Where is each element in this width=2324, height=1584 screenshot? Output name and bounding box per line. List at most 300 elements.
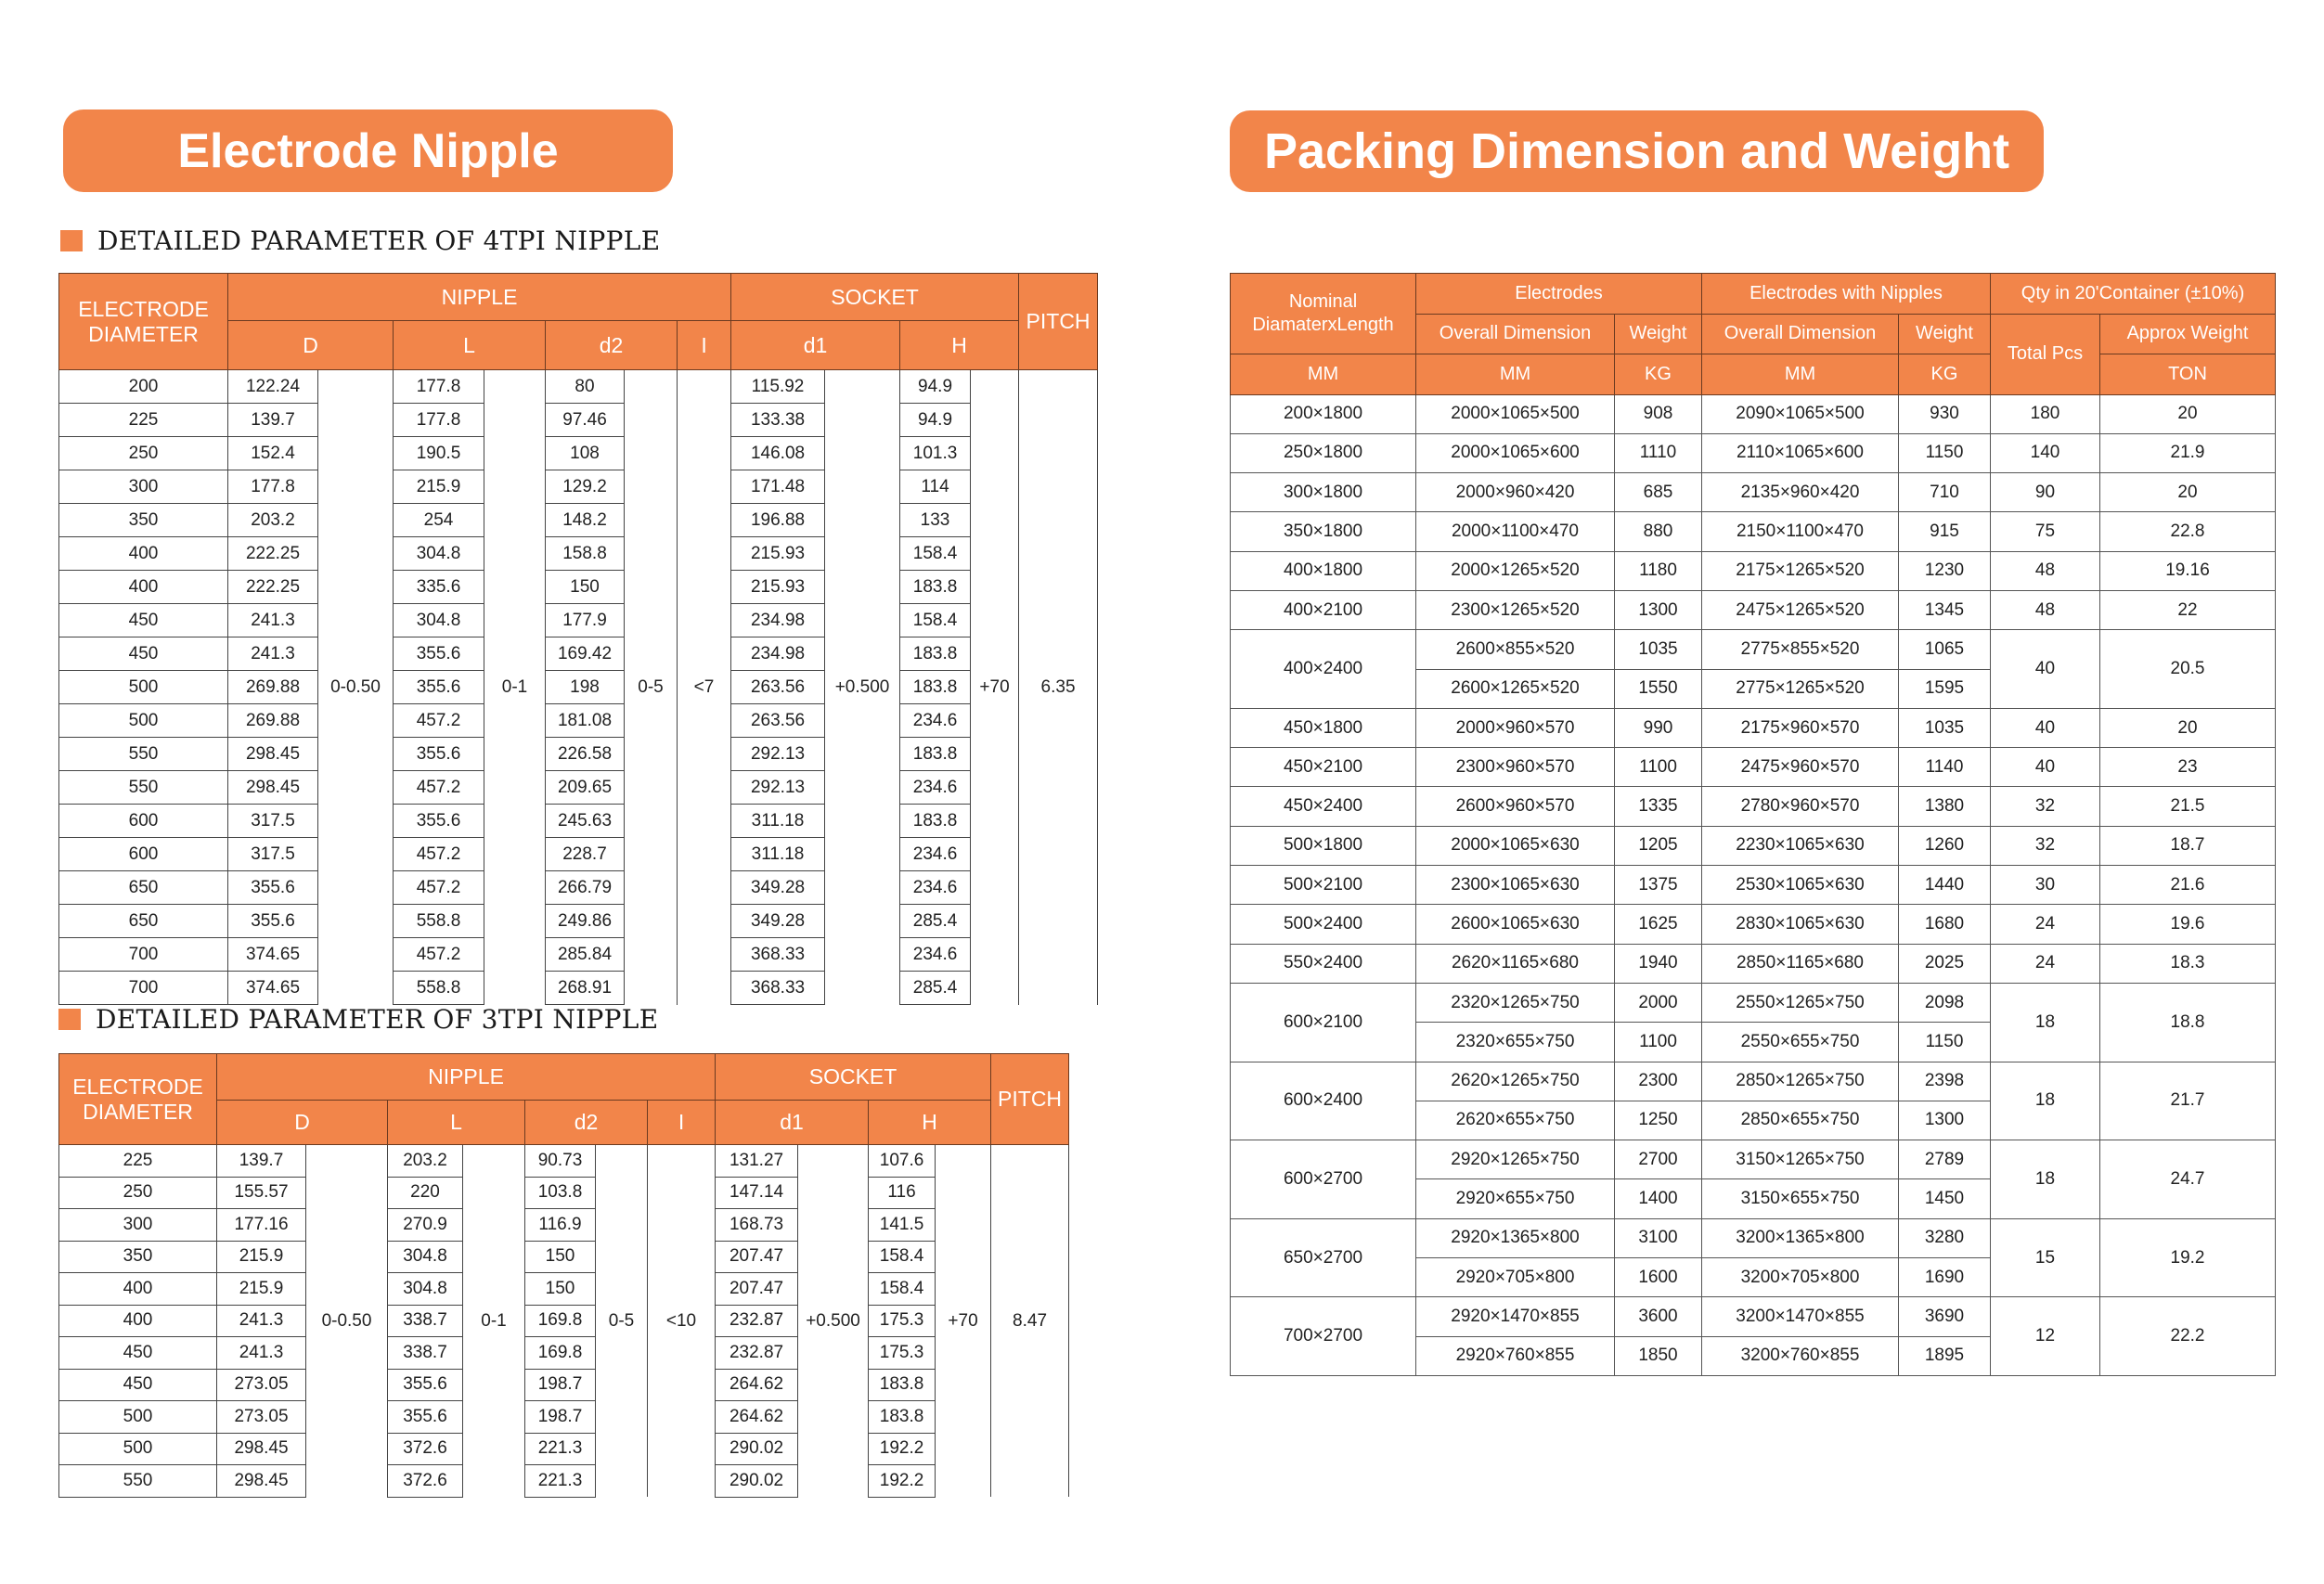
electrode-weight-cell: 1180 bbox=[1615, 551, 1702, 590]
D-cell: 298.45 bbox=[217, 1465, 306, 1498]
d1-cell: 232.87 bbox=[716, 1337, 798, 1370]
total-pcs-cell: 48 bbox=[1991, 590, 2100, 629]
L-cell: 177.8 bbox=[394, 404, 484, 437]
header-socket: SOCKET bbox=[731, 274, 1019, 321]
nominal-size-cell: 500×1800 bbox=[1231, 826, 1416, 865]
header-d1: d1 bbox=[716, 1101, 869, 1145]
nominal-size-cell: 600×2100 bbox=[1231, 983, 1416, 1062]
L-cell: 558.8 bbox=[394, 905, 484, 938]
nipple-dimension-cell: 2175×960×570 bbox=[1702, 708, 1899, 747]
nipple-dimension-cell: 2775×1265×520 bbox=[1702, 669, 1899, 708]
L-cell: 355.6 bbox=[394, 637, 484, 671]
total-pcs-cell: 18 bbox=[1991, 1140, 2100, 1219]
d2-cell: 266.79 bbox=[546, 871, 625, 905]
unit-kg: KG bbox=[1899, 354, 1991, 395]
total-pcs-cell: 24 bbox=[1991, 944, 2100, 983]
D-cell: 298.45 bbox=[228, 738, 318, 771]
H-cell: 183.8 bbox=[900, 671, 971, 704]
header-I: I bbox=[678, 321, 731, 370]
d1-cell: 263.56 bbox=[731, 704, 825, 738]
electrode-diameter-cell: 250 bbox=[59, 1177, 217, 1209]
nominal-size-cell: 450×2400 bbox=[1231, 787, 1416, 826]
approx-weight-cell: 18.3 bbox=[2100, 944, 2276, 983]
table-row bbox=[59, 1273, 1069, 1306]
approx-weight-cell: 19.6 bbox=[2100, 905, 2276, 944]
nipple-dimension-cell: 2850×1165×680 bbox=[1702, 944, 1899, 983]
table-row bbox=[59, 1145, 1069, 1178]
nominal-size-cell: 450×1800 bbox=[1231, 708, 1416, 747]
electrode-dimension-cell: 2000×1100×470 bbox=[1416, 512, 1615, 551]
L-cell: 335.6 bbox=[394, 571, 484, 604]
total-pcs-cell: 24 bbox=[1991, 905, 2100, 944]
table-row bbox=[1231, 590, 2276, 629]
d1-cell: 264.62 bbox=[716, 1401, 798, 1434]
nipple-weight-cell: 1680 bbox=[1899, 905, 1991, 944]
table-row bbox=[59, 1305, 1069, 1337]
D-cell: 355.6 bbox=[228, 905, 318, 938]
nipple-weight-cell: 1595 bbox=[1899, 669, 1991, 708]
electrode-diameter-cell: 600 bbox=[59, 805, 228, 838]
electrode-diameter-cell: 500 bbox=[59, 1433, 217, 1465]
L-cell: 457.2 bbox=[394, 771, 484, 805]
pitch-value-cell: 6.35 bbox=[1019, 370, 1098, 1005]
L-cell: 304.8 bbox=[388, 1241, 463, 1273]
d2-cell: 150 bbox=[525, 1241, 596, 1273]
table-row bbox=[1231, 1140, 2276, 1179]
total-pcs-cell: 32 bbox=[1991, 787, 2100, 826]
nipple-weight-cell: 1150 bbox=[1899, 433, 1991, 472]
electrode-diameter-cell: 600 bbox=[59, 838, 228, 871]
nipple-weight-cell: 1035 bbox=[1899, 708, 1991, 747]
electrode-weight-cell: 2700 bbox=[1615, 1140, 1702, 1179]
header-total-pcs: Total Pcs bbox=[1991, 314, 2100, 394]
d1-cell: 234.98 bbox=[731, 637, 825, 671]
header-electrodes-with-nipples: Electrodes with Nipples bbox=[1702, 274, 1991, 315]
bullet-square-icon bbox=[58, 1009, 81, 1030]
d1-cell: 215.93 bbox=[731, 537, 825, 571]
nominal-size-cell: 450×2100 bbox=[1231, 748, 1416, 787]
nominal-size-cell: 500×2100 bbox=[1231, 866, 1416, 905]
L-cell: 355.6 bbox=[394, 671, 484, 704]
table-row bbox=[59, 671, 1098, 704]
D-cell: 374.65 bbox=[228, 972, 318, 1005]
total-pcs-cell: 40 bbox=[1991, 708, 2100, 747]
electrode-dimension-cell: 2000×960×570 bbox=[1416, 708, 1615, 747]
d1-tolerance-cell: +0.500 bbox=[798, 1145, 869, 1498]
electrode-dimension-cell: 2620×655×750 bbox=[1416, 1101, 1615, 1140]
nipple-dimension-cell: 2475×1265×520 bbox=[1702, 590, 1899, 629]
d1-cell: 368.33 bbox=[731, 938, 825, 972]
table-4tpi bbox=[58, 273, 1098, 1005]
nipple-weight-cell: 1300 bbox=[1899, 1101, 1991, 1140]
d2-cell: 228.7 bbox=[546, 838, 625, 871]
electrode-diameter-cell: 225 bbox=[59, 1145, 217, 1178]
nominal-size-cell: 350×1800 bbox=[1231, 512, 1416, 551]
D-cell: 241.3 bbox=[228, 637, 318, 671]
d1-cell: 349.28 bbox=[731, 905, 825, 938]
electrode-diameter-cell: 550 bbox=[59, 738, 228, 771]
heading-text: DETAILED PARAMETER OF 4TPI NIPPLE bbox=[97, 225, 661, 256]
electrode-dimension-cell: 2300×1265×520 bbox=[1416, 590, 1615, 629]
d2-cell: 285.84 bbox=[546, 938, 625, 972]
nipple-weight-cell: 1150 bbox=[1899, 1023, 1991, 1062]
electrode-dimension-cell: 2300×1065×630 bbox=[1416, 866, 1615, 905]
electrode-dimension-cell: 2600×1265×520 bbox=[1416, 669, 1615, 708]
L-cell: 457.2 bbox=[394, 938, 484, 972]
nipple-dimension-cell: 2780×960×570 bbox=[1702, 787, 1899, 826]
electrode-diameter-cell: 400 bbox=[59, 537, 228, 571]
nominal-size-cell: 650×2700 bbox=[1231, 1218, 1416, 1297]
d1-cell: 311.18 bbox=[731, 838, 825, 871]
nipple-dimension-cell: 3150×655×750 bbox=[1702, 1179, 1899, 1218]
H-cell: 133 bbox=[900, 504, 971, 537]
H-cell: 158.4 bbox=[869, 1273, 936, 1306]
table-row bbox=[1231, 1218, 2276, 1257]
header-L: L bbox=[394, 321, 546, 370]
D-tolerance-cell: 0-0.50 bbox=[306, 1145, 388, 1498]
electrode-diameter-cell: 650 bbox=[59, 871, 228, 905]
electrode-dimension-cell: 2320×655×750 bbox=[1416, 1023, 1615, 1062]
nominal-size-cell: 400×2400 bbox=[1231, 630, 1416, 709]
table-row bbox=[59, 604, 1098, 637]
header-H: H bbox=[900, 321, 1019, 370]
H-cell: 94.9 bbox=[900, 404, 971, 437]
d2-tolerance-cell: 0-5 bbox=[596, 1145, 648, 1498]
nipple-weight-cell: 1230 bbox=[1899, 551, 1991, 590]
L-cell: 338.7 bbox=[388, 1305, 463, 1337]
nipple-weight-cell: 3690 bbox=[1899, 1297, 1991, 1336]
d1-cell: 290.02 bbox=[716, 1465, 798, 1498]
D-cell: 222.25 bbox=[228, 537, 318, 571]
total-pcs-cell: 90 bbox=[1991, 473, 2100, 512]
electrode-dimension-cell: 2000×1265×520 bbox=[1416, 551, 1615, 590]
L-cell: 304.8 bbox=[394, 537, 484, 571]
total-pcs-cell: 40 bbox=[1991, 630, 2100, 709]
electrode-dimension-cell: 2920×760×855 bbox=[1416, 1336, 1615, 1375]
nominal-size-cell: 400×1800 bbox=[1231, 551, 1416, 590]
H-cell: 183.8 bbox=[900, 571, 971, 604]
L-cell: 355.6 bbox=[394, 738, 484, 771]
H-cell: 234.6 bbox=[900, 938, 971, 972]
electrode-dimension-cell: 2300×960×570 bbox=[1416, 748, 1615, 787]
approx-weight-cell: 21.6 bbox=[2100, 866, 2276, 905]
table-row bbox=[59, 704, 1098, 738]
total-pcs-cell: 48 bbox=[1991, 551, 2100, 590]
electrode-diameter-cell: 450 bbox=[59, 604, 228, 637]
electrode-dimension-cell: 2600×960×570 bbox=[1416, 787, 1615, 826]
table-row bbox=[59, 1369, 1069, 1401]
header-H: H bbox=[869, 1101, 991, 1145]
electrode-diameter-cell: 700 bbox=[59, 972, 228, 1005]
electrode-weight-cell: 1625 bbox=[1615, 905, 1702, 944]
H-cell: 234.6 bbox=[900, 771, 971, 805]
nominal-size-cell: 250×1800 bbox=[1231, 433, 1416, 472]
electrode-dimension-cell: 2600×855×520 bbox=[1416, 630, 1615, 669]
electrode-diameter-cell: 550 bbox=[59, 1465, 217, 1498]
total-pcs-cell: 18 bbox=[1991, 983, 2100, 1062]
nipple-weight-cell: 2025 bbox=[1899, 944, 1991, 983]
d2-cell: 90.73 bbox=[525, 1145, 596, 1178]
electrode-diameter-cell: 300 bbox=[59, 1209, 217, 1242]
header-nipple: NIPPLE bbox=[217, 1054, 716, 1101]
L-cell: 215.9 bbox=[394, 470, 484, 504]
electrode-dimension-cell: 2000×1065×500 bbox=[1416, 394, 1615, 433]
nipple-dimension-cell: 2175×1265×520 bbox=[1702, 551, 1899, 590]
total-pcs-cell: 30 bbox=[1991, 866, 2100, 905]
nipple-dimension-cell: 2110×1065×600 bbox=[1702, 433, 1899, 472]
nipple-weight-cell: 1260 bbox=[1899, 826, 1991, 865]
d1-tolerance-cell: +0.500 bbox=[825, 370, 900, 1005]
nipple-weight-cell: 1380 bbox=[1899, 787, 1991, 826]
header-nipple: NIPPLE bbox=[228, 274, 731, 321]
d1-cell: 146.08 bbox=[731, 437, 825, 470]
table-row bbox=[59, 1177, 1069, 1209]
packing-banner: Packing Dimension and Weight bbox=[1230, 110, 2044, 192]
electrode-weight-cell: 880 bbox=[1615, 512, 1702, 551]
d2-cell: 198.7 bbox=[525, 1369, 596, 1401]
approx-weight-cell: 20.5 bbox=[2100, 630, 2276, 709]
table-row bbox=[1231, 1297, 2276, 1336]
table-row bbox=[1231, 473, 2276, 512]
table-row bbox=[59, 1401, 1069, 1434]
table-row bbox=[59, 1337, 1069, 1370]
d1-cell: 234.98 bbox=[731, 604, 825, 637]
table-row bbox=[59, 871, 1098, 905]
bullet-square-icon bbox=[60, 230, 83, 251]
nipple-dimension-cell: 3200×760×855 bbox=[1702, 1336, 1899, 1375]
L-cell: 338.7 bbox=[388, 1337, 463, 1370]
electrode-weight-cell: 908 bbox=[1615, 394, 1702, 433]
L-cell: 270.9 bbox=[388, 1209, 463, 1242]
L-cell: 254 bbox=[394, 504, 484, 537]
table-row bbox=[59, 437, 1098, 470]
electrode-weight-cell: 1100 bbox=[1615, 748, 1702, 787]
nipple-dimension-cell: 2550×655×750 bbox=[1702, 1023, 1899, 1062]
total-pcs-cell: 180 bbox=[1991, 394, 2100, 433]
electrode-dimension-cell: 2320×1265×750 bbox=[1416, 983, 1615, 1022]
H-cell: 114 bbox=[900, 470, 971, 504]
approx-weight-cell: 20 bbox=[2100, 708, 2276, 747]
nipple-weight-cell: 1440 bbox=[1899, 866, 1991, 905]
d1-cell: 171.48 bbox=[731, 470, 825, 504]
table-row bbox=[1231, 944, 2276, 983]
electrode-diameter-cell: 350 bbox=[59, 504, 228, 537]
H-cell: 285.4 bbox=[900, 905, 971, 938]
nipple-dimension-cell: 3200×1365×800 bbox=[1702, 1218, 1899, 1257]
nipple-dimension-cell: 2090×1065×500 bbox=[1702, 394, 1899, 433]
D-cell: 317.5 bbox=[228, 805, 318, 838]
approx-weight-cell: 20 bbox=[2100, 394, 2276, 433]
electrode-dimension-cell: 2000×1065×600 bbox=[1416, 433, 1615, 472]
H-cell: 141.5 bbox=[869, 1209, 936, 1242]
nipple-weight-cell: 930 bbox=[1899, 394, 1991, 433]
approx-weight-cell: 22 bbox=[2100, 590, 2276, 629]
table-row bbox=[59, 370, 1098, 404]
d1-cell: 115.92 bbox=[731, 370, 825, 404]
nipple-dimension-cell: 2150×1100×470 bbox=[1702, 512, 1899, 551]
electrode-diameter-cell: 500 bbox=[59, 671, 228, 704]
D-cell: 222.25 bbox=[228, 571, 318, 604]
electrode-weight-cell: 3600 bbox=[1615, 1297, 1702, 1336]
table-row bbox=[59, 1433, 1069, 1465]
electrode-diameter-cell: 400 bbox=[59, 1273, 217, 1306]
L-cell: 558.8 bbox=[394, 972, 484, 1005]
H-cell: 158.4 bbox=[900, 537, 971, 571]
table-row bbox=[59, 905, 1098, 938]
nominal-size-cell: 550×2400 bbox=[1231, 944, 1416, 983]
nipple-dimension-cell: 3150×1265×750 bbox=[1702, 1140, 1899, 1179]
d1-cell: 264.62 bbox=[716, 1369, 798, 1401]
H-tolerance-cell: +70 bbox=[971, 370, 1019, 1005]
total-pcs-cell: 18 bbox=[1991, 1062, 2100, 1140]
electrode-dimension-cell: 2620×1265×750 bbox=[1416, 1062, 1615, 1101]
D-cell: 122.24 bbox=[228, 370, 318, 404]
D-cell: 298.45 bbox=[217, 1433, 306, 1465]
nominal-size-cell: 600×2700 bbox=[1231, 1140, 1416, 1219]
nipple-weight-cell: 2398 bbox=[1899, 1062, 1991, 1101]
H-cell: 158.4 bbox=[900, 604, 971, 637]
L-cell: 203.2 bbox=[388, 1145, 463, 1178]
header-qty-container: Qty in 20'Container (±10%) bbox=[1991, 274, 2276, 315]
total-pcs-cell: 32 bbox=[1991, 826, 2100, 865]
electrode-weight-cell: 1205 bbox=[1615, 826, 1702, 865]
d2-cell: 181.08 bbox=[546, 704, 625, 738]
d1-cell: 368.33 bbox=[731, 972, 825, 1005]
table-row bbox=[1231, 551, 2276, 590]
H-cell: 107.6 bbox=[869, 1145, 936, 1178]
d2-cell: 226.58 bbox=[546, 738, 625, 771]
d2-cell: 198.7 bbox=[525, 1401, 596, 1434]
H-cell: 234.6 bbox=[900, 838, 971, 871]
electrode-weight-cell: 990 bbox=[1615, 708, 1702, 747]
header-electrode-diameter: ELECTRODE DIAMETER bbox=[59, 1054, 217, 1145]
d2-cell: 209.65 bbox=[546, 771, 625, 805]
electrode-diameter-cell: 700 bbox=[59, 938, 228, 972]
H-cell: 192.2 bbox=[869, 1433, 936, 1465]
electrode-nipple-banner: Electrode Nipple bbox=[63, 109, 673, 192]
total-pcs-cell: 40 bbox=[1991, 748, 2100, 787]
header-electrodes: Electrodes bbox=[1416, 274, 1702, 315]
electrode-weight-cell: 1850 bbox=[1615, 1336, 1702, 1375]
table-3tpi bbox=[58, 1053, 1069, 1498]
electrode-diameter-cell: 450 bbox=[59, 1369, 217, 1401]
table-row bbox=[59, 537, 1098, 571]
nipple-dimension-cell: 2135×960×420 bbox=[1702, 473, 1899, 512]
table-row bbox=[59, 404, 1098, 437]
I-value-cell: <7 bbox=[678, 370, 731, 1005]
table-row bbox=[59, 637, 1098, 671]
d1-cell: 131.27 bbox=[716, 1145, 798, 1178]
table-row bbox=[1231, 905, 2276, 944]
L-cell: 372.6 bbox=[388, 1465, 463, 1498]
header-weight: Weight bbox=[1615, 314, 1702, 354]
D-cell: 269.88 bbox=[228, 704, 318, 738]
H-cell: 192.2 bbox=[869, 1465, 936, 1498]
D-cell: 273.05 bbox=[217, 1401, 306, 1434]
H-cell: 94.9 bbox=[900, 370, 971, 404]
header-d2: d2 bbox=[525, 1101, 648, 1145]
electrode-weight-cell: 1940 bbox=[1615, 944, 1702, 983]
d1-cell: 290.02 bbox=[716, 1433, 798, 1465]
table-row bbox=[1231, 866, 2276, 905]
electrode-diameter-cell: 250 bbox=[59, 437, 228, 470]
d2-cell: 221.3 bbox=[525, 1465, 596, 1498]
electrode-dimension-cell: 2600×1065×630 bbox=[1416, 905, 1615, 944]
d2-cell: 97.46 bbox=[546, 404, 625, 437]
electrode-diameter-cell: 450 bbox=[59, 1337, 217, 1370]
electrode-weight-cell: 1250 bbox=[1615, 1101, 1702, 1140]
L-cell: 304.8 bbox=[388, 1273, 463, 1306]
D-cell: 317.5 bbox=[228, 838, 318, 871]
d2-cell: 268.91 bbox=[546, 972, 625, 1005]
I-value-cell: <10 bbox=[648, 1145, 716, 1498]
D-cell: 215.9 bbox=[217, 1241, 306, 1273]
approx-weight-cell: 19.2 bbox=[2100, 1218, 2276, 1297]
nipple-dimension-cell: 2530×1065×630 bbox=[1702, 866, 1899, 905]
nominal-size-cell: 400×2100 bbox=[1231, 590, 1416, 629]
pitch-value-cell: 8.47 bbox=[991, 1145, 1069, 1498]
electrode-weight-cell: 1375 bbox=[1615, 866, 1702, 905]
approx-weight-cell: 21.7 bbox=[2100, 1062, 2276, 1140]
table-row bbox=[1231, 630, 2276, 669]
d2-cell: 158.8 bbox=[546, 537, 625, 571]
nipple-weight-cell: 2098 bbox=[1899, 983, 1991, 1022]
d1-cell: 349.28 bbox=[731, 871, 825, 905]
L-cell: 220 bbox=[388, 1177, 463, 1209]
electrode-weight-cell: 1035 bbox=[1615, 630, 1702, 669]
approx-weight-cell: 19.16 bbox=[2100, 551, 2276, 590]
D-cell: 241.3 bbox=[217, 1337, 306, 1370]
nipple-weight-cell: 1690 bbox=[1899, 1258, 1991, 1297]
approx-weight-cell: 22.2 bbox=[2100, 1297, 2276, 1376]
D-cell: 241.3 bbox=[228, 604, 318, 637]
electrode-diameter-cell: 500 bbox=[59, 704, 228, 738]
electrode-dimension-cell: 2620×1165×680 bbox=[1416, 944, 1615, 983]
section-heading-4tpi bbox=[60, 225, 660, 256]
header-socket: SOCKET bbox=[716, 1054, 991, 1101]
table-row bbox=[59, 972, 1098, 1005]
table-row bbox=[59, 1465, 1069, 1498]
electrode-weight-cell: 1300 bbox=[1615, 590, 1702, 629]
electrode-diameter-cell: 650 bbox=[59, 905, 228, 938]
H-cell: 116 bbox=[869, 1177, 936, 1209]
table-row bbox=[59, 938, 1098, 972]
D-cell: 355.6 bbox=[228, 871, 318, 905]
electrode-weight-cell: 1550 bbox=[1615, 669, 1702, 708]
D-cell: 203.2 bbox=[228, 504, 318, 537]
electrode-weight-cell: 1335 bbox=[1615, 787, 1702, 826]
H-cell: 183.8 bbox=[900, 805, 971, 838]
unit-mm: MM bbox=[1231, 354, 1416, 395]
d1-cell: 196.88 bbox=[731, 504, 825, 537]
d1-cell: 215.93 bbox=[731, 571, 825, 604]
electrode-diameter-cell: 350 bbox=[59, 1241, 217, 1273]
d1-cell: 207.47 bbox=[716, 1241, 798, 1273]
total-pcs-cell: 15 bbox=[1991, 1218, 2100, 1297]
electrode-diameter-cell: 300 bbox=[59, 470, 228, 504]
nipple-dimension-cell: 2850×655×750 bbox=[1702, 1101, 1899, 1140]
nipple-dimension-cell: 3200×1470×855 bbox=[1702, 1297, 1899, 1336]
electrode-weight-cell: 3100 bbox=[1615, 1218, 1702, 1257]
L-cell: 355.6 bbox=[394, 805, 484, 838]
H-cell: 183.8 bbox=[900, 637, 971, 671]
H-cell: 158.4 bbox=[869, 1241, 936, 1273]
D-cell: 155.57 bbox=[217, 1177, 306, 1209]
header-d2: d2 bbox=[546, 321, 678, 370]
H-cell: 234.6 bbox=[900, 871, 971, 905]
L-tolerance-cell: 0-1 bbox=[484, 370, 546, 1005]
table-row bbox=[1231, 512, 2276, 551]
